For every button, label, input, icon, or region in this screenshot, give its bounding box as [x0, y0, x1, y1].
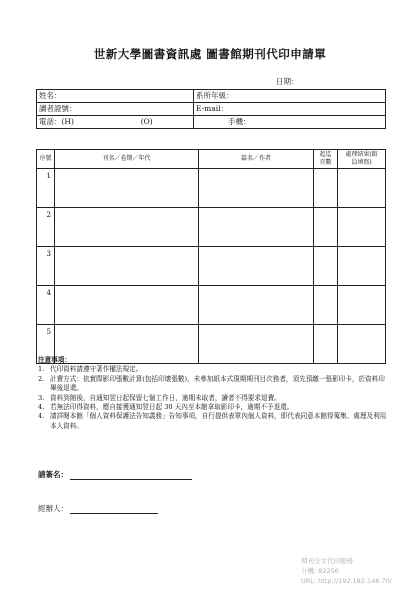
journal-cell[interactable] [55, 169, 199, 208]
table-row [37, 208, 386, 247]
applicant-signature-label: 請簽名： [38, 470, 68, 479]
pages-cell[interactable] [314, 169, 338, 208]
handler-signature[interactable] [38, 503, 158, 514]
service-watermark: 期刊全文代印服務 分機: 82256 URL: http://192.192.148.70/ [301, 557, 392, 585]
result-cell[interactable] [338, 247, 386, 286]
article-cell[interactable] [199, 208, 314, 247]
request-table [36, 149, 386, 364]
handler-signature-label: 經辦人： [38, 504, 68, 513]
notes-heading: 注意事項： [38, 356, 71, 364]
applicant-signature[interactable] [38, 469, 192, 480]
col-header-serial: 序號 [37, 150, 55, 169]
applicant-signature-line [70, 470, 192, 480]
name-label: 姓名： [39, 91, 62, 100]
list-item: 2. 計費方式：依實際影印張數計算(包括印壞張數)，未參加紙本式現期期刊目次務者，須先預繳一張影印卡，於資料印畢後退還。 [38, 374, 385, 393]
mobile-label: 手機： [228, 117, 251, 126]
phone-field[interactable] [37, 116, 194, 129]
card-number-label: 讀者證號： [39, 104, 77, 113]
notes-list [38, 365, 388, 431]
dept-grade-label: 系所年級： [196, 91, 234, 100]
list-item: 3. 資料到館後，自通知翌日起保留七個工作日，逾期未取者，讀者不得要求退費。 [38, 393, 281, 402]
article-cell[interactable] [199, 286, 314, 325]
result-cell[interactable] [338, 286, 386, 325]
col-header-journal: 刊名／卷期／年代 [55, 150, 199, 169]
result-cell[interactable] [338, 208, 386, 247]
article-cell[interactable] [199, 247, 314, 286]
row-number: 3 [37, 247, 55, 286]
journal-cell[interactable] [55, 208, 199, 247]
list-item: 1. 代印資料請遵守著作權法規定。 [38, 365, 143, 374]
list-item: 4. 請詳閱本館「個人資料保護法告知義務」告知事項，自行提供表單內個人資料，即代表同意本館得蒐集、處理及利用本人資料。 [38, 412, 387, 430]
table-header-row [37, 150, 386, 169]
notes-section [38, 356, 388, 431]
col-header-result: 處理結果(館員填寫) [338, 150, 386, 169]
phone-home-label: 電話：(H) [39, 117, 74, 126]
name-field[interactable] [37, 90, 194, 103]
pages-cell[interactable] [314, 208, 338, 247]
journal-cell[interactable] [55, 286, 199, 325]
date-field[interactable] [276, 76, 299, 87]
handler-signature-line [70, 504, 158, 514]
journal-cell[interactable] [55, 247, 199, 286]
row-number: 4 [37, 286, 55, 325]
email-field[interactable] [194, 103, 386, 116]
table-row [37, 169, 386, 208]
mobile-field[interactable] [194, 116, 386, 129]
applicant-info-table [36, 89, 386, 129]
table-row [37, 247, 386, 286]
col-header-article: 篇名／作者 [199, 150, 314, 169]
row-number: 5 [37, 325, 55, 364]
email-label: E-mail： [196, 104, 229, 113]
card-number-field[interactable] [37, 103, 194, 116]
phone-office-label: (O) [140, 117, 153, 126]
pages-cell[interactable] [314, 286, 338, 325]
list-item: 4. 若無法印得資料，應自接獲通知翌日起 30 天內至本館拿取影印卡，逾期不予退還。 [38, 403, 294, 412]
row-number: 1 [37, 169, 55, 208]
result-cell[interactable] [338, 169, 386, 208]
form-title: 世新大學圖書資訊處 圖書館期刊代印申請單 [93, 47, 327, 61]
article-cell[interactable] [199, 169, 314, 208]
table-row [37, 286, 386, 325]
dept-grade-field[interactable] [194, 90, 386, 103]
pages-cell[interactable] [314, 247, 338, 286]
col-header-pages: 起迄頁數 [314, 150, 338, 169]
date-label: 日期： [276, 77, 299, 86]
row-number: 2 [37, 208, 55, 247]
